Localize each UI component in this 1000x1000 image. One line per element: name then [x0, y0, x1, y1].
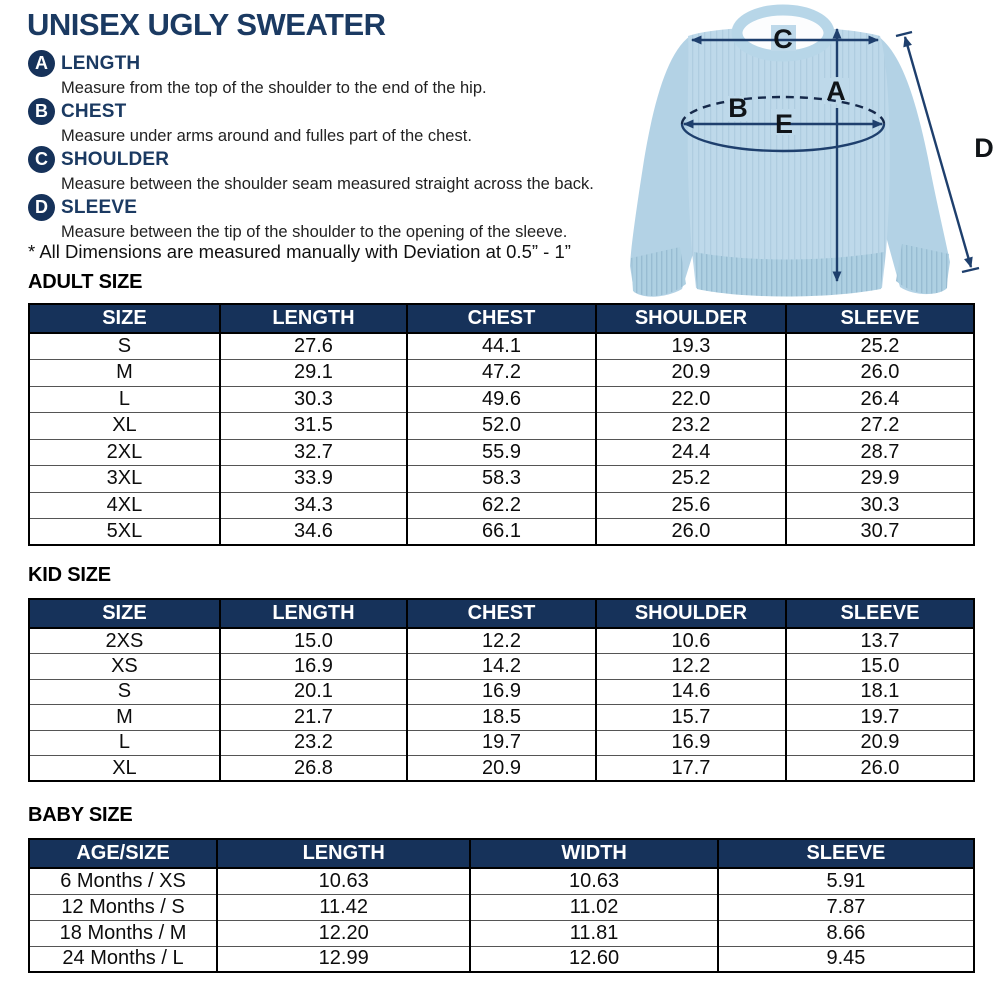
- table-cell: 30.7: [786, 519, 974, 546]
- table-cell: 15.0: [786, 654, 974, 680]
- definition-term: LENGTH: [61, 52, 141, 74]
- table-cell: 11.81: [470, 920, 718, 946]
- measure-label-e: E: [774, 109, 794, 139]
- table-cell: 4XL: [29, 492, 220, 519]
- table-cell: 25.6: [596, 492, 786, 519]
- table-cell: 34.3: [220, 492, 407, 519]
- definition-description: Measure under arms around and fulles part of the chest.: [61, 127, 472, 145]
- definition-term: SLEEVE: [61, 196, 138, 218]
- table-cell: 18.1: [786, 679, 974, 705]
- table-cell: 12.20: [217, 920, 470, 946]
- column-header: AGE/SIZE: [29, 839, 217, 868]
- table-cell: 16.9: [407, 679, 596, 705]
- table-cell: 21.7: [220, 705, 407, 731]
- table-row: [29, 654, 974, 680]
- definition-chest: [28, 98, 638, 146]
- table-cell: 17.7: [596, 756, 786, 782]
- table-cell: 26.8: [220, 756, 407, 782]
- table-cell: 8.66: [718, 920, 974, 946]
- table-cell: 31.5: [220, 413, 407, 440]
- definition-description: Measure between the tip of the shoulder to the opening of the sleeve.: [61, 223, 568, 241]
- table-cell: 24 Months / L: [29, 946, 217, 972]
- table-cell: 10.6: [596, 628, 786, 654]
- table-cell: 29.9: [786, 466, 974, 493]
- table-cell: 7.87: [718, 894, 974, 920]
- table-cell: 10.63: [217, 868, 470, 894]
- sweater-illustration: [628, 0, 1000, 298]
- table-row: [29, 492, 974, 519]
- deviation-note: * All Dimensions are measured manually with Deviation at 0.5” - 1”: [28, 241, 571, 262]
- column-header: SHOULDER: [596, 599, 786, 628]
- table-cell: 15.0: [220, 628, 407, 654]
- sweater-body: [688, 27, 890, 296]
- table-row: [29, 466, 974, 493]
- table-row: [29, 386, 974, 413]
- table-cell: S: [29, 333, 220, 360]
- table-row: [29, 333, 974, 360]
- table-row: [29, 413, 974, 440]
- letter-badge-c: C: [28, 146, 55, 173]
- table-cell: 62.2: [407, 492, 596, 519]
- table-row: [29, 868, 974, 894]
- table-cell: 44.1: [407, 333, 596, 360]
- table-cell: 9.45: [718, 946, 974, 972]
- definition-length: [28, 50, 638, 98]
- table-cell: 26.0: [786, 360, 974, 387]
- table-cell: 66.1: [407, 519, 596, 546]
- column-header: SIZE: [29, 599, 220, 628]
- table-cell: 32.7: [220, 439, 407, 466]
- measurement-definitions: [28, 50, 638, 242]
- table-cell: 20.9: [786, 730, 974, 756]
- table-cell: 10.63: [470, 868, 718, 894]
- column-header: SLEEVE: [786, 304, 974, 333]
- table-cell: L: [29, 730, 220, 756]
- table-header-row: [29, 304, 974, 333]
- page-title: UNISEX UGLY SWEATER: [27, 7, 386, 42]
- measure-label-d: D: [974, 133, 994, 163]
- table-cell: 16.9: [220, 654, 407, 680]
- table-cell: 5XL: [29, 519, 220, 546]
- table-cell: 55.9: [407, 439, 596, 466]
- column-header: SLEEVE: [718, 839, 974, 868]
- definition-sleeve: [28, 194, 638, 242]
- letter-badge-b: B: [28, 98, 55, 125]
- table-cell: 2XS: [29, 628, 220, 654]
- column-header: SIZE: [29, 304, 220, 333]
- table-row: [29, 628, 974, 654]
- table-cell: 25.2: [596, 466, 786, 493]
- table-cell: 52.0: [407, 413, 596, 440]
- adult-size-table: [28, 303, 975, 546]
- table-cell: XS: [29, 654, 220, 680]
- letter-badge-a: A: [28, 50, 55, 77]
- measure-label-c: C: [773, 24, 793, 54]
- column-header: LENGTH: [220, 599, 407, 628]
- table-cell: 26.0: [786, 756, 974, 782]
- table-cell: 14.2: [407, 654, 596, 680]
- table-cell: 18.5: [407, 705, 596, 731]
- table-cell: XL: [29, 413, 220, 440]
- table-cell: M: [29, 705, 220, 731]
- definition-shoulder: [28, 146, 638, 194]
- table-cell: 28.7: [786, 439, 974, 466]
- table-row: [29, 756, 974, 782]
- table-cell: 30.3: [786, 492, 974, 519]
- table-cell: 27.6: [220, 333, 407, 360]
- section-heading-baby: BABY SIZE: [28, 804, 133, 826]
- sleeve-d-tick-top: [896, 32, 912, 36]
- column-header: SLEEVE: [786, 599, 974, 628]
- definition-term: CHEST: [61, 100, 127, 122]
- table-cell: XL: [29, 756, 220, 782]
- table-row: [29, 920, 974, 946]
- table-row: [29, 946, 974, 972]
- measure-label-b: B: [728, 93, 748, 123]
- table-row: [29, 439, 974, 466]
- table-row: [29, 679, 974, 705]
- table-cell: 34.6: [220, 519, 407, 546]
- table-cell: 12.99: [217, 946, 470, 972]
- column-header: SHOULDER: [596, 304, 786, 333]
- table-cell: 11.42: [217, 894, 470, 920]
- definition-term: SHOULDER: [61, 148, 170, 170]
- section-heading-kid: KID SIZE: [28, 564, 111, 586]
- table-cell: 11.02: [470, 894, 718, 920]
- table-cell: 20.9: [407, 756, 596, 782]
- table-cell: 22.0: [596, 386, 786, 413]
- table-cell: 5.91: [718, 868, 974, 894]
- table-cell: 18 Months / M: [29, 920, 217, 946]
- table-cell: 15.7: [596, 705, 786, 731]
- table-cell: 19.7: [407, 730, 596, 756]
- table-cell: 12 Months / S: [29, 894, 217, 920]
- table-cell: 58.3: [407, 466, 596, 493]
- table-header-row: [29, 599, 974, 628]
- table-cell: L: [29, 386, 220, 413]
- table-cell: 13.7: [786, 628, 974, 654]
- table-cell: 26.4: [786, 386, 974, 413]
- table-cell: 19.3: [596, 333, 786, 360]
- column-header: LENGTH: [217, 839, 470, 868]
- table-cell: 3XL: [29, 466, 220, 493]
- section-heading-adult: ADULT SIZE: [28, 271, 143, 293]
- column-header: CHEST: [407, 599, 596, 628]
- table-cell: 12.60: [470, 946, 718, 972]
- table-cell: 25.2: [786, 333, 974, 360]
- table-cell: 16.9: [596, 730, 786, 756]
- table-cell: 23.2: [596, 413, 786, 440]
- table-cell: 23.2: [220, 730, 407, 756]
- table-cell: 47.2: [407, 360, 596, 387]
- table-row: [29, 894, 974, 920]
- table-cell: S: [29, 679, 220, 705]
- table-cell: M: [29, 360, 220, 387]
- baby-size-table: [28, 838, 975, 973]
- definition-description: Measure between the shoulder seam measured straight across the back.: [61, 175, 594, 193]
- table-cell: 30.3: [220, 386, 407, 413]
- table-cell: 49.6: [407, 386, 596, 413]
- table-row: [29, 519, 974, 546]
- table-cell: 14.6: [596, 679, 786, 705]
- table-cell: 12.2: [596, 654, 786, 680]
- table-cell: 26.0: [596, 519, 786, 546]
- table-cell: 33.9: [220, 466, 407, 493]
- table-cell: 20.9: [596, 360, 786, 387]
- column-header: WIDTH: [470, 839, 718, 868]
- table-cell: 2XL: [29, 439, 220, 466]
- measure-label-a: A: [826, 76, 846, 106]
- kid-size-table: [28, 598, 975, 782]
- table-header-row: [29, 839, 974, 868]
- sleeve-d-tick-bottom: [962, 268, 979, 272]
- table-cell: 19.7: [786, 705, 974, 731]
- column-header: CHEST: [407, 304, 596, 333]
- table-row: [29, 730, 974, 756]
- table-cell: 6 Months / XS: [29, 868, 217, 894]
- table-cell: 20.1: [220, 679, 407, 705]
- letter-badge-d: D: [28, 194, 55, 221]
- definition-description: Measure from the top of the shoulder to the end of the hip.: [61, 79, 487, 97]
- table-cell: 24.4: [596, 439, 786, 466]
- table-cell: 29.1: [220, 360, 407, 387]
- table-cell: 27.2: [786, 413, 974, 440]
- table-row: [29, 360, 974, 387]
- table-cell: 12.2: [407, 628, 596, 654]
- table-row: [29, 705, 974, 731]
- column-header: LENGTH: [220, 304, 407, 333]
